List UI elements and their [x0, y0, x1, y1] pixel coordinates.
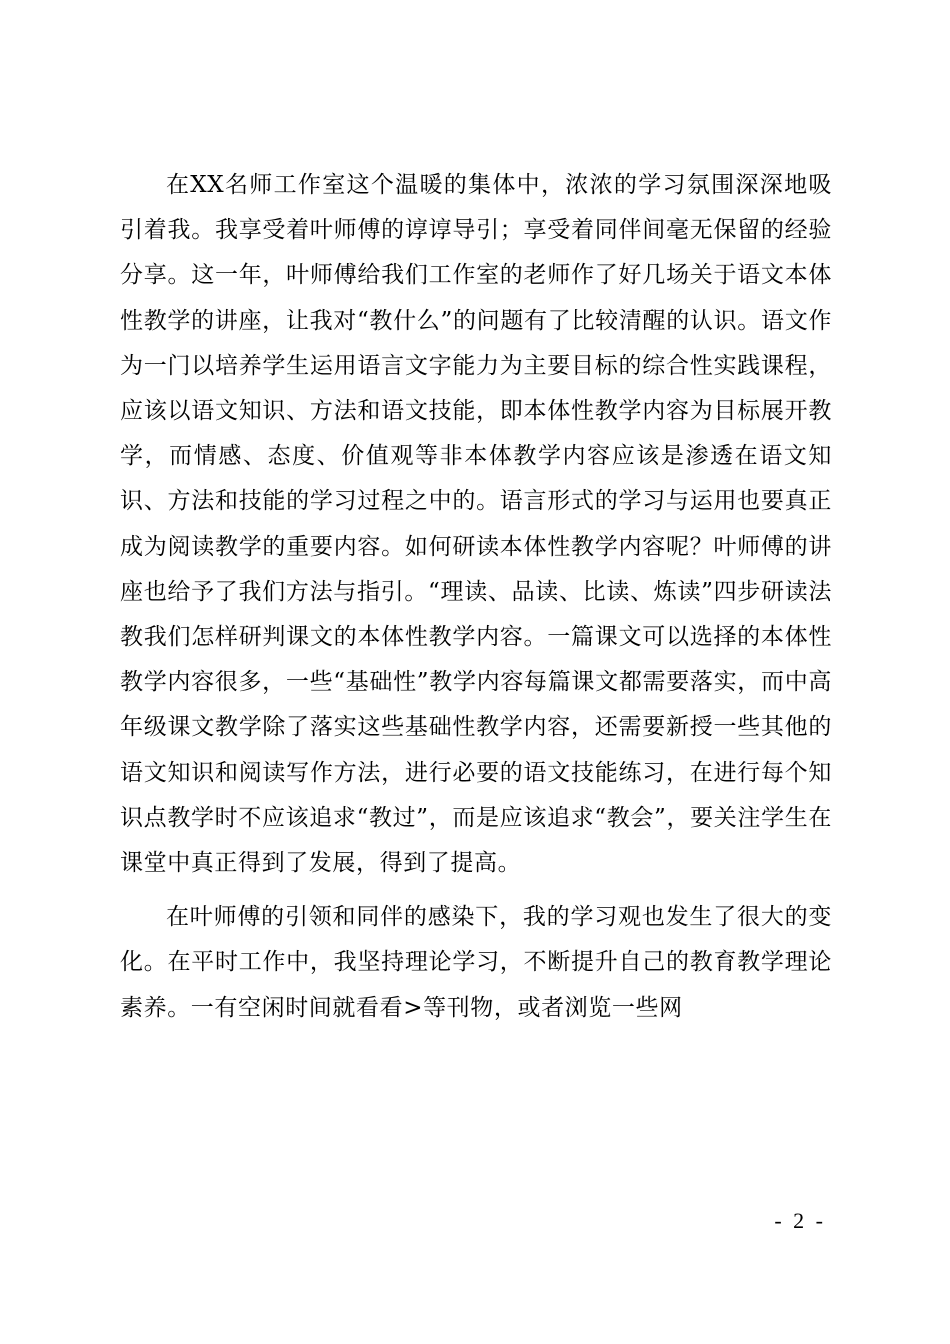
page-number: - 2 -: [774, 1208, 826, 1233]
paragraph-2: 在叶师傅的引领和同伴的感染下，我的学习观也发生了很大的变化。在平时工作中，我坚持理论学习，不断提升自己的教育教学理论素养。一有空闲时间就看看>等刊物，或者浏览一些网: [120, 904, 832, 1021]
document-body: [120, 163, 832, 1031]
paragraph-1: 在XX名师工作室这个温暖的集体中，浓浓的学习氛围深深地吸引着我。我享受着叶师傅的谆谆导引；享受着同伴间毫无保留的经验分享。这一年，叶师傅给我们工作室的老师作了好几场关于语文本体性教学的讲座，让我对“教什么”的问题有了比较清醒的认识。语文作为一门以培养学生运用语言文字能力为主要目标的综合性实践课程，应该以语文知识、方法和语文技能，即本体性教学内容为目标展开教学，而情感、态度、价值观等非本体教学内容应该是渗透在语文知识、方法和技能的学习过程之中的。语言形式的学习与运用也要真正成为阅读教学的重要内容。如何研读本体性教学内容呢？叶师傅的讲座也给予了我们方法与指引。“理读、品读、比读、炼读”四步研读法教我们怎样研判课文的本体性教学内容。一篇课文可以选择的本体性教学内容很多，一些“基础性”教学内容每篇课文都需要落实，而中高年级课文教学除了落实这些基础性教学内容，还需要新授一些其他的语文知识和阅读写作方法，进行必要的语文技能练习，在进行每个知识点教学时不应该追求“教过”，而是应该追求“教会”，要关注学生在课堂中真正得到了发展，得到了提高。: [120, 172, 832, 877]
